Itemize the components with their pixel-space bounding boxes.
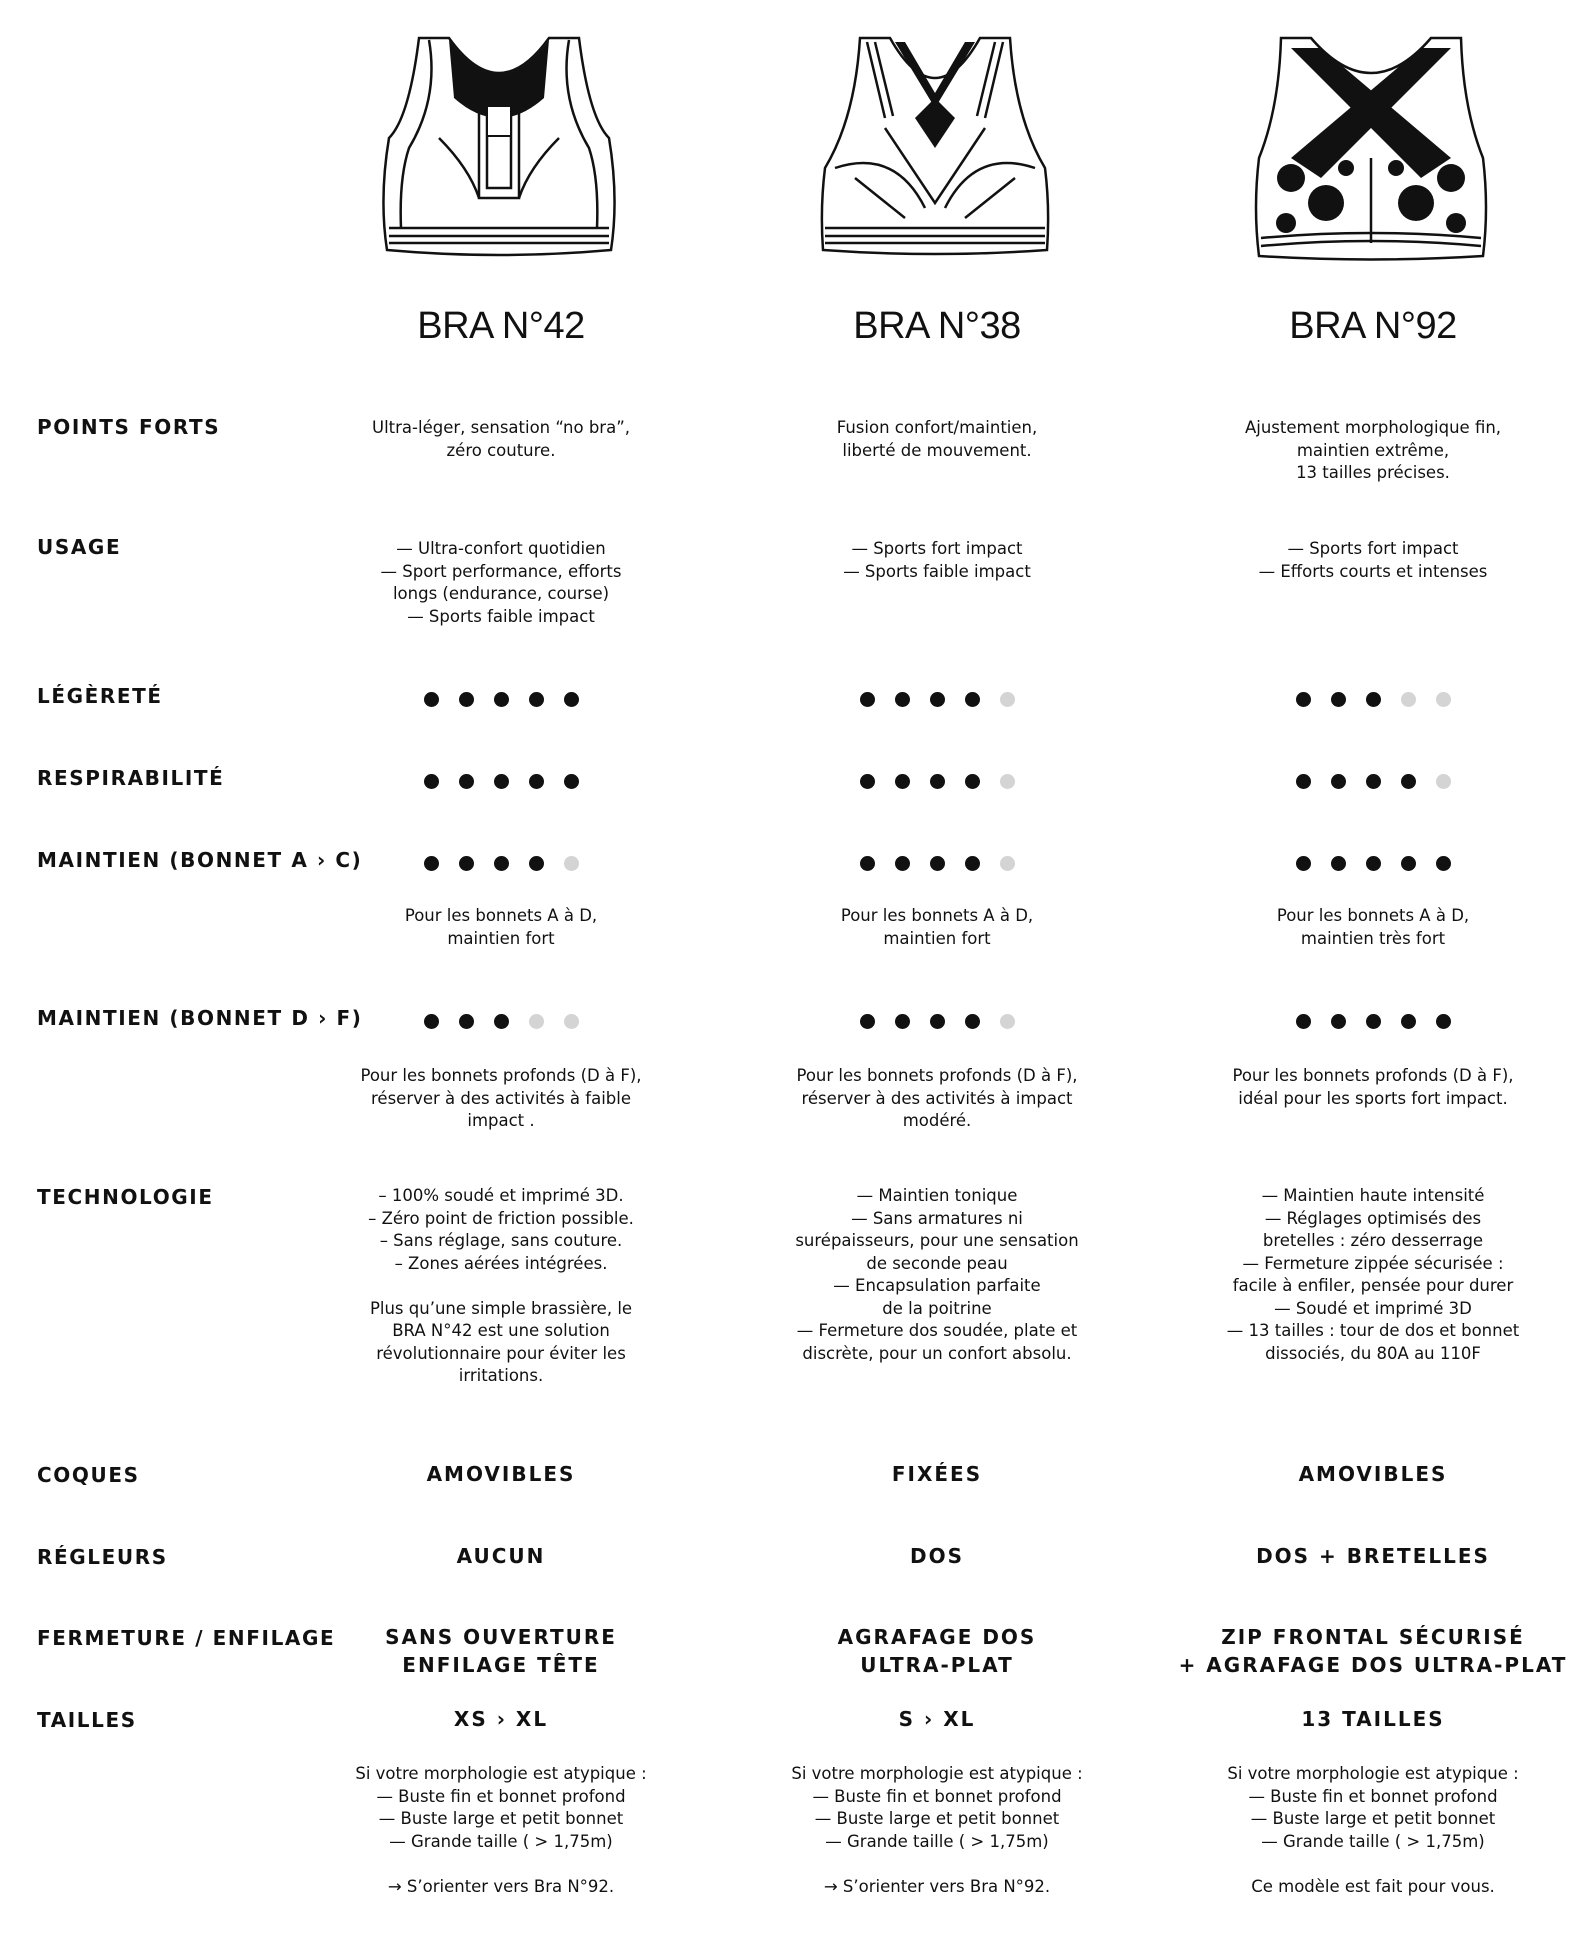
rating-dot — [930, 774, 945, 789]
col1-tailles-note-line: — Grande taille ( > 1,75m) — [389, 1831, 613, 1851]
col3-tailles-note-line: — Buste large et petit bonnet — [1250, 1809, 1496, 1828]
rating-dot — [459, 856, 474, 871]
col2-fermeture — [727, 1623, 1147, 1679]
col3-maintien-df-note — [1173, 1065, 1573, 1110]
col3-fermeture-line: + AGRAFAGE DOS ULTRA-PLAT — [1178, 1653, 1568, 1677]
rating-dot — [965, 1014, 980, 1029]
rating-dot — [1401, 692, 1416, 707]
col3-technologie-line: — Réglages optimisés des — [1264, 1208, 1482, 1228]
col3-tailles-note-line: — Grande taille ( > 1,75m) — [1261, 1831, 1485, 1851]
col1-tailles-note-line: — Buste large et petit bonnet — [378, 1809, 624, 1828]
col2-maintien-df-note-line: modéré. — [902, 1111, 972, 1130]
col2-tailles — [727, 1705, 1147, 1733]
col3-points-forts — [1173, 417, 1573, 485]
col1-tailles-note-line: → S’orienter vers Bra N°92. — [387, 1876, 615, 1896]
col2-technologie — [737, 1185, 1137, 1365]
col3-technologie-line: — Maintien haute intensité — [1261, 1186, 1485, 1205]
rating-dot — [1331, 692, 1346, 707]
col2-technologie-line: de seconde peau — [866, 1253, 1008, 1273]
rating-dot — [564, 1014, 579, 1029]
col1-maintien-df-note-line: réserver à des activités à faible — [371, 1088, 631, 1108]
col2-tailles-note-line: — Grande taille ( > 1,75m) — [825, 1831, 1049, 1851]
rating-dot — [564, 856, 579, 871]
col2-fermeture-line: AGRAFAGE DOS — [837, 1625, 1037, 1649]
col3-coques — [1163, 1460, 1582, 1488]
col1-usage-line: — Ultra-confort quotidien — [396, 539, 606, 558]
col2-regleurs-line: DOS — [909, 1544, 964, 1568]
col1-tailles-note-line: Si votre morphologie est atypique : — [355, 1764, 647, 1783]
rating-dot — [1436, 856, 1451, 871]
rating-dot — [1296, 1014, 1311, 1029]
rating-dot — [930, 692, 945, 707]
col2-maintien-df-note-line: réserver à des activités à impact — [801, 1088, 1073, 1108]
rating-dot — [424, 692, 439, 707]
col3-maintien-ac-rating — [1173, 856, 1573, 872]
rating-dot — [424, 1014, 439, 1029]
rating-dot — [1296, 692, 1311, 707]
col1-maintien-df-note — [301, 1065, 701, 1133]
col1-usage-line: — Sport performance, efforts — [380, 561, 622, 581]
label-usage: USAGE — [37, 535, 122, 559]
rating-dot — [860, 692, 875, 707]
col2-usage-line: — Sports faible impact — [843, 561, 1031, 581]
col1-tailles — [291, 1705, 711, 1733]
col3-maintien-df-note-line: Pour les bonnets profonds (D à F), — [1232, 1066, 1514, 1085]
col2-points-forts-line: liberté de mouvement. — [842, 440, 1032, 460]
col2-regleurs — [727, 1542, 1147, 1570]
rating-dot — [1296, 856, 1311, 871]
col3-maintien-ac-note-line: maintien très fort — [1300, 928, 1446, 948]
col1-technologie-line: – Zéro point de friction possible. — [368, 1208, 634, 1228]
rating-dot — [1000, 774, 1015, 789]
rating-dot — [564, 774, 579, 789]
col1-tailles-line: XS › XL — [453, 1707, 549, 1731]
col1-technologie-line: BRA N°42 est une solution — [392, 1321, 610, 1340]
col2-tailles-note — [737, 1763, 1137, 1898]
rating-dot — [1331, 774, 1346, 789]
col2-tailles-line: S › XL — [898, 1707, 976, 1731]
label-maintien-ac: MAINTIEN (BONNET A › C) — [37, 848, 363, 872]
col3-tailles — [1163, 1705, 1582, 1733]
col1-points-forts-line: Ultra-léger, sensation “no bra”, — [372, 418, 630, 437]
rating-dot — [860, 1014, 875, 1029]
rating-dot — [1436, 774, 1451, 789]
col1-usage-line: longs (endurance, course) — [392, 584, 610, 603]
col1-technologie-line: révolutionnaire pour éviter les — [376, 1343, 626, 1363]
col3-fermeture — [1163, 1623, 1582, 1679]
col3-technologie-line: bretelles : zéro desserrage — [1262, 1231, 1484, 1250]
rating-dot — [1366, 1014, 1381, 1029]
rating-dot — [930, 1014, 945, 1029]
col2-maintien-df-rating — [737, 1014, 1137, 1030]
col2-technologie-line: de la poitrine — [882, 1298, 992, 1318]
bra-42-title: BRA N°42 — [417, 305, 585, 347]
rating-dot — [930, 856, 945, 871]
col3-points-forts-line: maintien extrême, — [1296, 440, 1450, 460]
col2-technologie-line: surépaisseurs, pour une sensation — [795, 1231, 1079, 1250]
rating-dot — [564, 692, 579, 707]
col2-technologie-line: — Fermeture dos soudée, plate et — [796, 1321, 1078, 1340]
col2-technologie-line: — Sans armatures ni — [851, 1208, 1023, 1228]
rating-dot — [965, 774, 980, 789]
col2-tailles-note-line: → S’orienter vers Bra N°92. — [823, 1876, 1051, 1896]
col2-technologie-line: — Maintien tonique — [856, 1186, 1018, 1205]
col1-tailles-note-line — [301, 1853, 701, 1876]
col1-technologie-line: – Sans réglage, sans couture. — [379, 1231, 623, 1250]
col1-maintien-ac-note-line: Pour les bonnets A à D, — [404, 906, 598, 925]
rating-dot — [424, 774, 439, 789]
rating-dot — [494, 692, 509, 707]
bra-42-illustration — [379, 28, 619, 268]
col2-maintien-df-note — [737, 1065, 1137, 1133]
col2-technologie-line: — Encapsulation parfaite — [833, 1276, 1041, 1295]
col3-regleurs-line: DOS + BRETELLES — [1256, 1544, 1490, 1568]
col1-technologie-line: Plus qu’une simple brassière, le — [369, 1298, 633, 1318]
label-tailles: TAILLES — [37, 1708, 137, 1732]
col3-tailles-line: 13 TAILLES — [1301, 1707, 1445, 1731]
col1-technologie-line: – Zones aérées intégrées. — [394, 1253, 608, 1273]
label-legerete: LÉGÈRETÉ — [37, 684, 163, 708]
col3-respirabilite-rating — [1173, 774, 1573, 790]
col1-fermeture — [291, 1623, 711, 1679]
col1-technologie — [301, 1185, 701, 1388]
rating-dot — [895, 692, 910, 707]
col3-technologie-line: — Soudé et imprimé 3D — [1274, 1298, 1472, 1318]
col2-points-forts — [737, 417, 1137, 462]
col1-regleurs-line: AUCUN — [456, 1544, 546, 1568]
label-regleurs: RÉGLEURS — [37, 1545, 168, 1569]
col3-maintien-ac-note — [1173, 905, 1573, 950]
col1-points-forts-line: zéro couture. — [446, 440, 556, 460]
col1-maintien-ac-rating — [301, 856, 701, 872]
rating-dot — [1366, 774, 1381, 789]
rating-dot — [529, 774, 544, 789]
col3-maintien-df-rating — [1173, 1014, 1573, 1030]
rating-dot — [459, 692, 474, 707]
label-respirabilite: RESPIRABILITÉ — [37, 766, 225, 790]
label-technologie: TECHNOLOGIE — [37, 1185, 214, 1209]
bra-92-title: BRA N°92 — [1289, 305, 1457, 347]
col1-technologie-line: – 100% soudé et imprimé 3D. — [378, 1186, 624, 1205]
col2-maintien-df-note-line: Pour les bonnets profonds (D à F), — [796, 1066, 1078, 1085]
rating-dot — [1331, 856, 1346, 871]
col2-coques — [727, 1460, 1147, 1488]
rating-dot — [965, 856, 980, 871]
col2-points-forts-line: Fusion confort/maintien, — [836, 418, 1038, 437]
rating-dot — [895, 856, 910, 871]
col1-coques — [291, 1460, 711, 1488]
col2-fermeture-line: ULTRA-PLAT — [860, 1653, 1014, 1677]
label-points-forts: POINTS FORTS — [37, 415, 221, 439]
rating-dot — [895, 774, 910, 789]
rating-dot — [529, 692, 544, 707]
rating-dot — [1401, 774, 1416, 789]
rating-dot — [1401, 1014, 1416, 1029]
col2-maintien-ac-note-line: Pour les bonnets A à D, — [840, 906, 1034, 925]
sports-bra-cross-back-icon — [815, 28, 1055, 268]
col3-technologie — [1173, 1185, 1573, 1365]
label-fermeture: FERMETURE / ENFILAGE — [37, 1626, 336, 1650]
rating-dot — [1331, 1014, 1346, 1029]
col1-legerete-rating — [301, 692, 701, 708]
sports-bra-lace-zip-icon — [1251, 28, 1491, 268]
col2-maintien-ac-note-line: maintien fort — [883, 928, 991, 948]
col1-fermeture-line: ENFILAGE TÊTE — [402, 1653, 600, 1677]
rating-dot — [494, 1014, 509, 1029]
col3-tailles-note-line: — Buste fin et bonnet profond — [1248, 1786, 1498, 1806]
bra-92-illustration — [1251, 28, 1491, 268]
col3-tailles-note-line: Ce modèle est fait pour vous. — [1251, 1876, 1495, 1896]
rating-dot — [860, 774, 875, 789]
col1-technologie-line: irritations. — [458, 1366, 544, 1385]
col3-points-forts-line: 13 tailles précises. — [1296, 463, 1450, 482]
col1-maintien-ac-note — [301, 905, 701, 950]
col3-technologie-line: — Fermeture zippée sécurisée : — [1242, 1253, 1504, 1273]
col2-coques-line: FIXÉES — [891, 1462, 983, 1486]
col1-usage — [301, 538, 701, 628]
col2-usage — [737, 538, 1137, 583]
rating-dot — [1366, 856, 1381, 871]
col2-tailles-note-line: — Buste fin et bonnet profond — [812, 1786, 1062, 1806]
rating-dot — [860, 856, 875, 871]
col3-regleurs — [1163, 1542, 1582, 1570]
rating-dot — [1436, 692, 1451, 707]
col2-tailles-note-line: — Buste large et petit bonnet — [814, 1809, 1060, 1828]
rating-dot — [459, 1014, 474, 1029]
sports-bra-front-zip-icon — [379, 28, 619, 268]
col3-fermeture-line: ZIP FRONTAL SÉCURISÉ — [1221, 1625, 1525, 1649]
rating-dot — [1000, 1014, 1015, 1029]
rating-dot — [529, 1014, 544, 1029]
col1-regleurs — [291, 1542, 711, 1570]
col3-maintien-ac-note-line: Pour les bonnets A à D, — [1276, 906, 1470, 925]
col3-technologie-line: dissociés, du 80A au 110F — [1265, 1343, 1481, 1363]
rating-dot — [494, 856, 509, 871]
col1-maintien-ac-note-line: maintien fort — [447, 928, 555, 948]
col3-legerete-rating — [1173, 692, 1573, 708]
rating-dot — [1000, 692, 1015, 707]
col2-maintien-ac-note — [737, 905, 1137, 950]
col1-maintien-df-rating — [301, 1014, 701, 1030]
rating-dot — [1296, 774, 1311, 789]
rating-dot — [494, 774, 509, 789]
col1-maintien-df-note-line: Pour les bonnets profonds (D à F), — [360, 1066, 642, 1085]
col2-usage-line: — Sports fort impact — [851, 539, 1023, 558]
rating-dot — [459, 774, 474, 789]
col1-tailles-note — [301, 1763, 701, 1898]
rating-dot — [424, 856, 439, 871]
col3-technologie-line: — 13 tailles : tour de dos et bonnet — [1226, 1321, 1520, 1340]
col1-coques-line: AMOVIBLES — [426, 1462, 576, 1486]
col1-fermeture-line: SANS OUVERTURE — [385, 1625, 617, 1649]
col1-usage-line: — Sports faible impact — [407, 606, 595, 626]
col3-tailles-note-line: Si votre morphologie est atypique : — [1227, 1764, 1519, 1783]
col1-respirabilite-rating — [301, 774, 701, 790]
col1-maintien-df-note-line: impact . — [467, 1111, 535, 1130]
col3-usage-line: — Efforts courts et intenses — [1258, 561, 1488, 581]
rating-dot — [1366, 692, 1381, 707]
col3-usage — [1173, 538, 1573, 583]
col3-coques-line: AMOVIBLES — [1298, 1462, 1448, 1486]
col2-technologie-line: discrète, pour un confort absolu. — [802, 1343, 1072, 1363]
col2-tailles-note-line — [737, 1853, 1137, 1876]
col1-technologie-line — [301, 1275, 701, 1298]
col3-tailles-note-line — [1173, 1853, 1573, 1876]
label-coques: COQUES — [37, 1463, 140, 1487]
col2-legerete-rating — [737, 692, 1137, 708]
col3-points-forts-line: Ajustement morphologique fin, — [1244, 418, 1502, 437]
rating-dot — [1436, 1014, 1451, 1029]
col1-points-forts — [301, 417, 701, 462]
col3-maintien-df-note-line: idéal pour les sports fort impact. — [1238, 1088, 1508, 1108]
label-maintien-df: MAINTIEN (BONNET D › F) — [37, 1006, 363, 1030]
bra-38-illustration — [815, 28, 1055, 268]
col1-tailles-note-line: — Buste fin et bonnet profond — [376, 1786, 626, 1806]
rating-dot — [529, 856, 544, 871]
rating-dot — [1401, 856, 1416, 871]
rating-dot — [895, 1014, 910, 1029]
col3-usage-line: — Sports fort impact — [1287, 539, 1459, 558]
rating-dot — [965, 692, 980, 707]
col3-tailles-note — [1173, 1763, 1573, 1898]
col2-maintien-ac-rating — [737, 856, 1137, 872]
rating-dot — [1000, 856, 1015, 871]
col2-tailles-note-line: Si votre morphologie est atypique : — [791, 1764, 1083, 1783]
col2-respirabilite-rating — [737, 774, 1137, 790]
bra-38-title: BRA N°38 — [853, 305, 1021, 347]
col3-technologie-line: facile à enfiler, pensée pour durer — [1232, 1276, 1514, 1295]
